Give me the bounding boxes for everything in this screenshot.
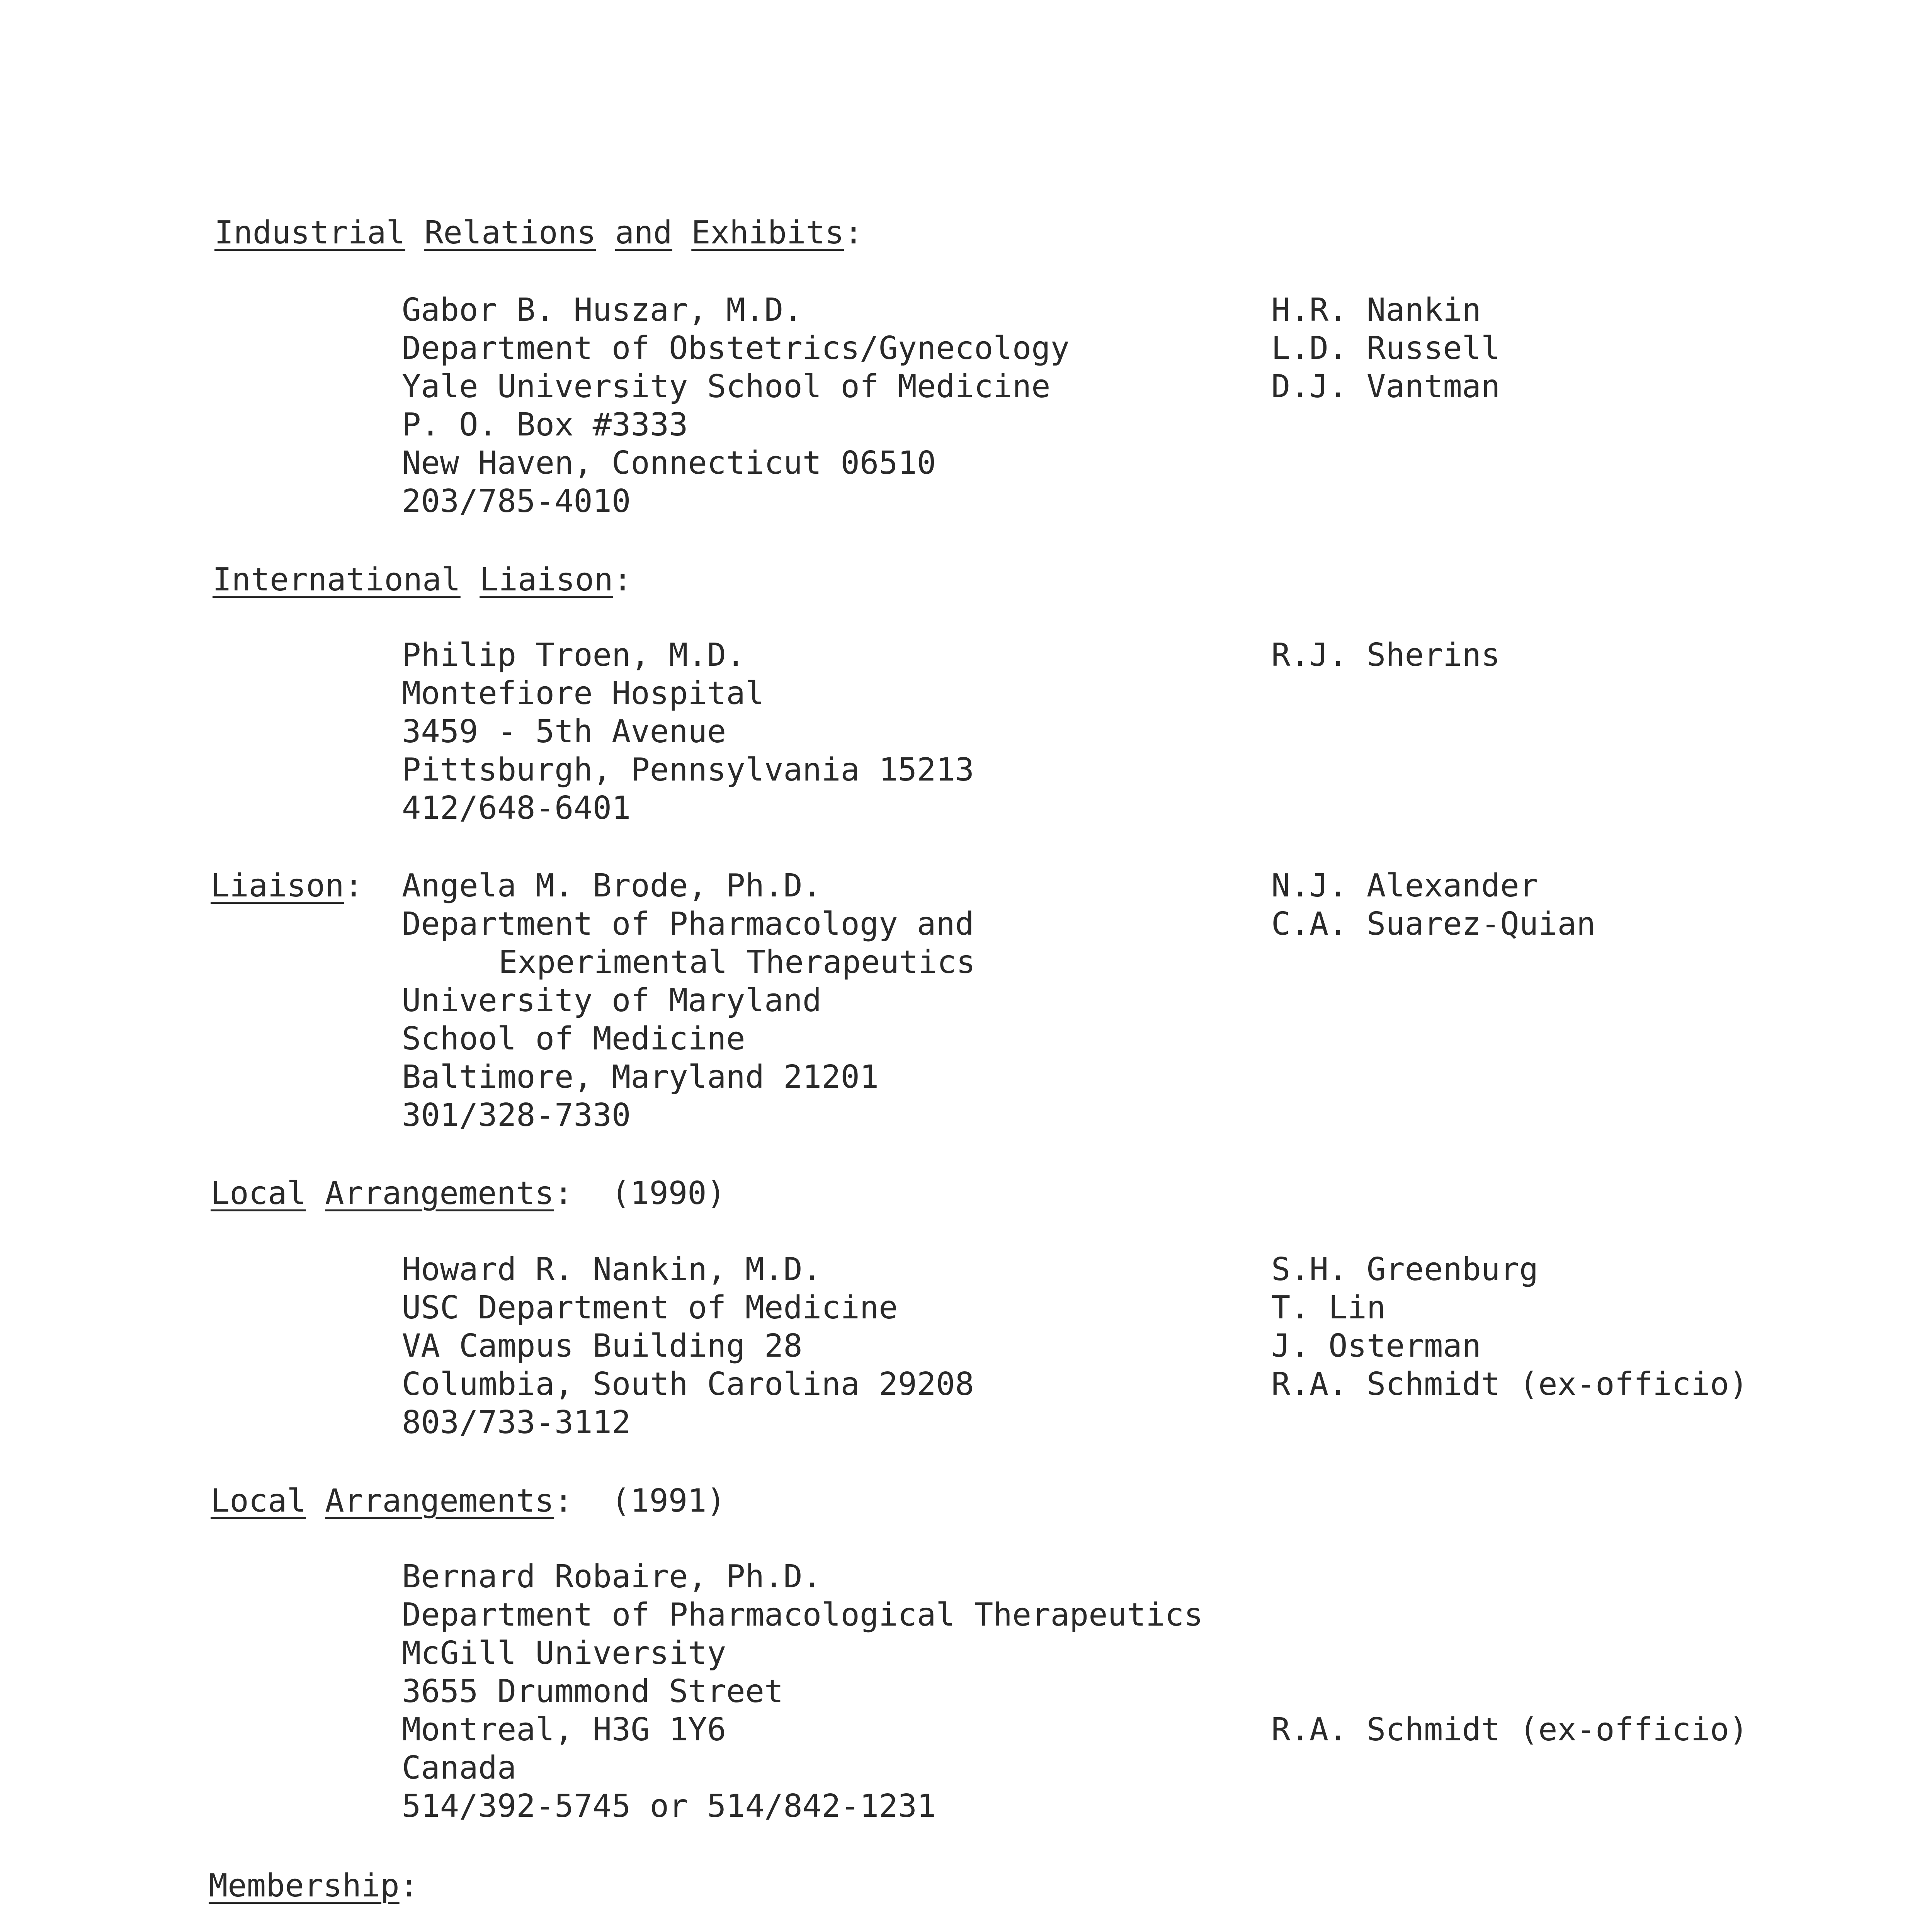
- heading-word: Exhibits: [691, 214, 844, 251]
- address-block-robaire: [402, 1558, 1252, 1829]
- committee-member: D.J. Vantman: [1271, 368, 1500, 405]
- address-line: Canada: [402, 1750, 517, 1786]
- address-line: Yale University School of Medicine: [402, 368, 1051, 405]
- heading-word: Liaison: [480, 561, 613, 598]
- section-heading-membership: Membership:: [209, 1867, 419, 1904]
- committee-member: T. Lin: [1271, 1289, 1386, 1326]
- address-line: Pittsburgh, Pennsylvania 15213: [402, 752, 975, 788]
- address-line: Department of Pharmacological Therapeutics: [402, 1597, 1203, 1633]
- heading-year: (1991): [611, 1483, 726, 1519]
- address-line: Bernard Robaire, Ph.D.: [402, 1558, 822, 1595]
- address-line: 412/648-6401: [402, 790, 631, 827]
- address-line: Baltimore, Maryland 21201: [402, 1059, 879, 1095]
- address-line: School of Medicine: [402, 1020, 745, 1057]
- committee-member: H.R. Nankin: [1271, 292, 1481, 328]
- address-block-nankin: [402, 1251, 1252, 1445]
- address-line: McGill University: [402, 1635, 726, 1672]
- heading-word: Arrangements: [325, 1483, 554, 1519]
- committee-member: J. Osterman: [1271, 1328, 1481, 1364]
- heading-word: Liaison: [211, 867, 344, 904]
- address-line: Montreal, H3G 1Y6: [402, 1711, 726, 1748]
- committee-member: N.J. Alexander: [1271, 867, 1539, 904]
- committee-list-local-1990: [1271, 1251, 1889, 1407]
- heading-word: Industrial: [214, 214, 405, 251]
- address-line: University of Maryland: [402, 982, 822, 1019]
- address-block-brode: [402, 867, 1252, 1138]
- address-block-huszar: [402, 294, 1252, 524]
- heading-word: and: [615, 214, 672, 251]
- address-line: Department of Pharmacology and: [402, 906, 975, 942]
- address-line: VA Campus Building 28: [402, 1328, 803, 1364]
- address-line: 514/392-5745 or 514/842-1231: [402, 1788, 936, 1825]
- committee-list-industrial: [1271, 294, 1889, 409]
- committee-member: S.H. Greenburg: [1271, 1251, 1539, 1288]
- address-line: 301/328-7330: [402, 1097, 631, 1134]
- heading-word: International: [213, 561, 461, 598]
- address-line: 803/733-3112: [402, 1404, 631, 1441]
- heading-word: Arrangements: [325, 1175, 554, 1212]
- heading-word: Relations: [424, 214, 596, 251]
- address-line: Angela M. Brode, Ph.D.: [402, 867, 822, 904]
- heading-word: Membership: [209, 1867, 400, 1904]
- section-heading-industrial-relations: Industrial Relations and Exhibits:: [214, 214, 863, 251]
- heading-word: Local: [211, 1483, 306, 1519]
- address-line: Montefiore Hospital: [402, 675, 764, 712]
- address-line: USC Department of Medicine: [402, 1289, 898, 1326]
- address-line: Gabor B. Huszar, M.D.: [402, 292, 803, 328]
- address-line: Department of Obstetrics/Gynecology: [402, 330, 1070, 367]
- address-line: Philip Troen, M.D.: [402, 637, 745, 673]
- committee-member: C.A. Suarez-Quian: [1271, 906, 1596, 942]
- address-line: 203/785-4010: [402, 483, 631, 520]
- committee-list-international: [1271, 639, 1889, 678]
- address-block-troen: [402, 639, 1252, 831]
- committee-list-local-1991: [1271, 1711, 1889, 1752]
- committee-list-liaison: [1271, 867, 1889, 947]
- address-line: Experimental Therapeutics: [498, 944, 976, 981]
- section-heading-international-liaison: International Liaison:: [213, 561, 633, 598]
- committee-member: R.A. Schmidt (ex-officio): [1271, 1366, 1748, 1403]
- heading-word: Local: [211, 1175, 306, 1212]
- address-line: 3655 Drummond Street: [402, 1673, 784, 1710]
- address-line: New Haven, Connecticut 06510: [402, 445, 936, 481]
- section-heading-local-arrangements-1990: Local Arrangements: (1990): [211, 1175, 726, 1212]
- committee-member: R.J. Sherins: [1271, 637, 1500, 673]
- heading-year: (1990): [611, 1175, 726, 1212]
- address-line: 3459 - 5th Avenue: [402, 713, 726, 750]
- committee-member: L.D. Russell: [1271, 330, 1500, 367]
- committee-member: R.A. Schmidt (ex-officio): [1271, 1711, 1748, 1748]
- address-line: Columbia, South Carolina 29208: [402, 1366, 975, 1403]
- section-heading-liaison: Liaison:: [211, 867, 363, 904]
- section-heading-local-arrangements-1991: Local Arrangements: (1991): [211, 1483, 726, 1519]
- address-line: P. O. Box #3333: [402, 406, 688, 443]
- address-line: Howard R. Nankin, M.D.: [402, 1251, 822, 1288]
